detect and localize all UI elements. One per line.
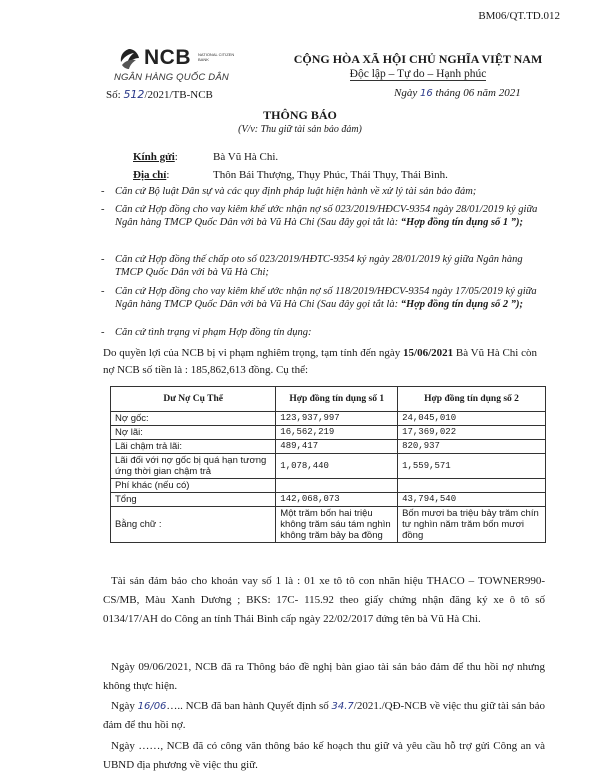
event-1: Ngày 09/06/2021, NCB đã ra Thông báo đề nghị bàn giao tài sản bảo đảm để thu hồi nợ nhưng không thực hiện. xyxy=(103,661,545,692)
recipient-label: Kính gửi: xyxy=(133,151,178,163)
basis-2: - Căn cứ Hợp đồng cho vay kiêm khế ước nhận nợ số 023/2019/HĐCV-9354 ngày 28/01/2019 ký giữa Ngân hàng TMCP Quốc Dân với bà Vũ Hà Chi (Sau đây gọi tắt là: “Hợp đồng tín dụng số 1 ”); xyxy=(101,204,538,228)
logo-brand: NCB xyxy=(144,46,191,69)
doc-number-handwritten: 512 xyxy=(123,88,145,101)
debt-table xyxy=(110,386,546,543)
date-day-handwritten: 16 xyxy=(419,88,433,99)
logo-tagline: NATIONAL CITIZEN BANK xyxy=(198,52,235,62)
event-2: Ngày 16/06….. NCB đã ban hành Quyết định số 34.7/2021./QĐ-NCB về việc thu giữ tài sản bảo đảm để thu hồi nợ. xyxy=(103,700,545,731)
nation-header: CỘNG HÒA XÃ HỘI CHỦ NGHĨA VIỆT NAM xyxy=(293,52,543,66)
address-value: Thôn Bái Thượng, Thụy Phúc, Thái Thụy, Thái Bình. xyxy=(213,169,448,181)
basis-5: - Căn cứ tình trạng vi phạm Hợp đồng tín dụng: xyxy=(101,327,312,338)
table-header: Hợp đồng tín dụng số 2 xyxy=(398,387,546,412)
doc-subtitle: (V/v: Thu giữ tài sản bảo đảm) xyxy=(238,124,362,135)
doc-number: Số: 512/2021/TB-NCB xyxy=(106,88,213,101)
event-2-handwritten-date: 16/06 xyxy=(137,701,167,712)
form-code: BM06/QT.TD.012 xyxy=(478,10,560,22)
table-row: Lãi chậm trả lãi: 489,417 820,937 xyxy=(111,440,546,454)
ncb-logo-icon xyxy=(118,48,140,70)
doc-title: THÔNG BÁO xyxy=(263,108,337,122)
basis-4: - Căn cứ Hợp đồng cho vay kiêm khế ước nhận nợ số 118/2019/HĐCV-9354 ngày 17/05/2019 ký giữa Ngân hàng TMCP Quốc Dân với bà Vũ Hà Chi (Sau đây gọi tắt là: “Hợp đồng tín dụng số 2 ”); xyxy=(101,286,537,310)
table-row: Nợ lãi: 16,562,219 17,369,022 xyxy=(111,426,546,440)
table-row: Nợ gốc: 123,937,997 24,045,010 xyxy=(111,412,546,426)
issue-date: Ngày 16 tháng 06 năm 2021 xyxy=(394,87,521,99)
table-row: Tổng 142,068,073 43,794,540 xyxy=(111,493,546,507)
basis-1: - Căn cứ Bộ luật Dân sự và các quy định pháp luật hiện hành về xử lý tài sản bảo đảm; xyxy=(101,186,477,197)
table-row: Lãi đối với nợ gốc bị quá hạn tương ứng thời gian chậm trả 1,078,440 1,559,571 xyxy=(111,454,546,479)
table-header-row xyxy=(111,387,546,412)
basis-3: - Căn cứ Hợp đồng thế chấp oto số 023/2019/HĐTC-9354 ký ngày 28/01/2019 ký giữa Ngân hàng TMCP Quốc Dân với bà Vũ Hà Chi; xyxy=(101,254,523,278)
event-3: Ngày ……, NCB đã có công văn thông báo kế hoạch thu giữ và yêu cầu hỗ trợ gửi Công an và UBND địa phương về việc thu giữ. xyxy=(103,740,545,771)
motto: Độc lập – Tự do – Hạnh phúc xyxy=(349,68,487,80)
table-header: Hợp đồng tín dụng số 1 xyxy=(276,387,398,412)
bank-name: NGÂN HÀNG QUỐC DÂN xyxy=(114,72,229,83)
address-label: Địa chỉ: xyxy=(133,169,170,181)
table-row: Phí khác (nếu có) xyxy=(111,479,546,493)
recipient-value: Bà Vũ Hà Chi. xyxy=(213,151,279,163)
collateral-paragraph: Tài sản đảm bảo cho khoản vay số 1 là : 01 xe tô tô con nhãn hiệu THACO – TOWNER990-CS/MB, Màu Xanh Dương ; BKS: 17C- 115.92 theo giấy chứng nhận đăng ký xe ô tô số 0134/17/AH do Công an tỉnh Thái Bình cấp ngày 22/02/2017 đứng tên bà Vũ Hà Chi. xyxy=(103,575,545,625)
table-row: Bằng chữ : Một trăm bốn hai triệu không trăm sáu tám nghìn không trăm bảy ba đồng Bốn mươi ba triệu bảy trăm chín tư nghìn năm trăm bốn mươi đồng xyxy=(111,507,546,543)
event-2-handwritten-number: 34.7 xyxy=(331,701,354,712)
table-header: Dư Nợ Cụ Thể xyxy=(111,387,276,412)
intro-paragraph: Do quyền lợi của NCB bị vi phạm nghiêm trọng, tạm tính đến ngày 15/06/2021 Bà Vũ Hà Chi còn nợ NCB số tiền là : 185,862,613 đồng. Cụ thể: xyxy=(103,347,537,376)
